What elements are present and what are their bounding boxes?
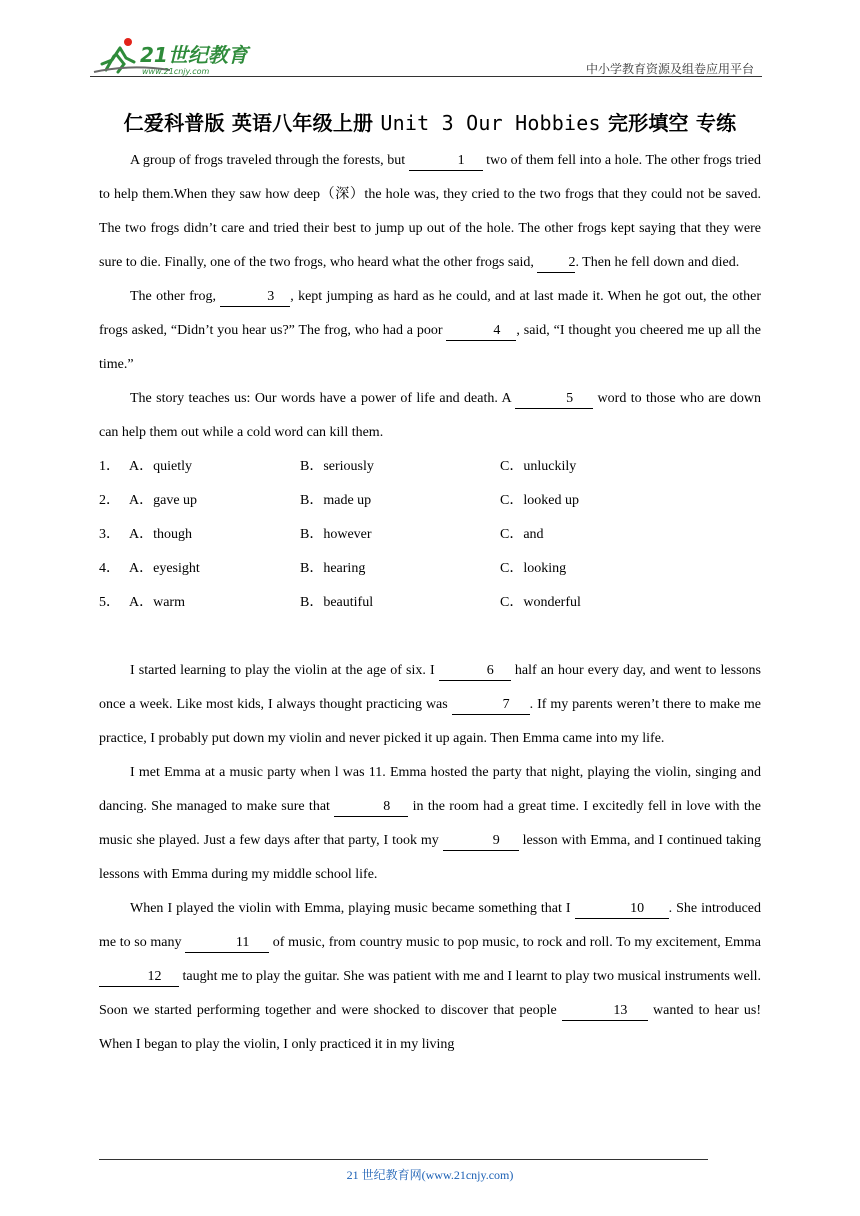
footer-link[interactable]: 21 世纪教育网(www.21cnjy.com) [346,1168,514,1182]
passage2-paragraph: When I played the violin with Emma, playing music became something that I 10 . She introduced me to so many 11 of music, from country music to pop music, to rock and roll. To my excitement, Emma 12 taught me to play the guitar. She was patient with me and I learnt to play two musical instruments well. Soon we started performing together and were shocked to discover that people 13 wanted to hear us! When I began to play the violin, I only practiced it in my living [99,901,762,1052]
blank-11: 11 [185,934,269,953]
page-header [90,30,762,78]
footer-divider [99,1159,708,1160]
blank-12: 12 [99,968,179,987]
passage2-paragraph: I met Emma at a music party when l was 11. Emma hosted the party that night, playing the violin, singing and dancing. She managed to make sure that 8 in the room had a great time. I excitedly fell in love with the music she played. Just a few days after that party, I took my 9 lesson with Emma, and I continued taking lessons with Emma during my middle school life. [99,765,761,882]
blank-8: 8 [334,798,408,817]
passage1-paragraph: The other frog, 3 , kept jumping as hard as he could, and at last made it. When he got out, the other frogs asked, “Didn’t you hear us?” The frog, who had a poor 4 , said, “I thought you cheered me up all the time.” [99,289,761,372]
platform-slogan: 中小学教育资源及组卷应用平台 [585,62,754,76]
option-row: 4． A．eyesight B．hearing C．looking [99,561,567,576]
page-title: 仁爱科普版 英语八年级上册 Unit 3 Our Hobbies 完形填空 专练 [123,111,737,135]
blank-5: 5 [515,390,593,409]
blank-1: 1 [409,152,483,171]
blank-2: 2 [537,254,575,273]
blank-9: 9 [443,832,519,851]
passage2-paragraph: I started learning to play the violin at the age of six. I 6 half an hour every day, and went to lessons once a week. Like most kids, I always thought practicing was 7 . If my parents weren’t there to make me practice, I probably put down my violin and never picked it up again. Then Emma came into my life. [99,663,761,746]
option-row: 2． A．gave up B．made up C．looked up [99,493,579,508]
blank-13: 13 [562,1002,648,1021]
blank-6: 6 [439,662,511,681]
svg-text:21世纪教育: 21世纪教育 [140,43,248,67]
option-row: 3． A．though B．however C．and [99,527,544,542]
options-list-1 [99,450,761,620]
option-row: 5． A．warm B．beautiful C．wonderful [99,595,581,610]
passage1-paragraph: The story teaches us: Our words have a power of life and death. A 5 word to those who are down can help them out while a cold word can kill them. [99,391,761,440]
header-divider [90,76,762,77]
passage1-paragraph: A group of frogs traveled through the forests, but 1 two of them fell into a hole. The other frogs tried to help them.When they saw how deep（深）the hole was, they cried to the two frogs that they could not be saved. The two frogs didn’t care and tried their best to jump up out of the hole. The other frogs kept saying that they were sure to die. Finally, one of the two frogs, who heard what the other frogs said, 2. Then he fell down and died. [99,144,761,280]
blank-7: 7 [452,696,530,715]
blank-4: 4 [446,322,516,341]
blank-3: 3 [220,288,290,307]
21cnjy-logo [90,34,260,76]
option-row: 1． A．quietly B．seriously C．unluckily [99,459,577,474]
blank-10: 10 [575,900,669,919]
exercise-content [99,144,761,1062]
svg-text:www.21cnjy.com: www.21cnjy.com [142,67,210,76]
